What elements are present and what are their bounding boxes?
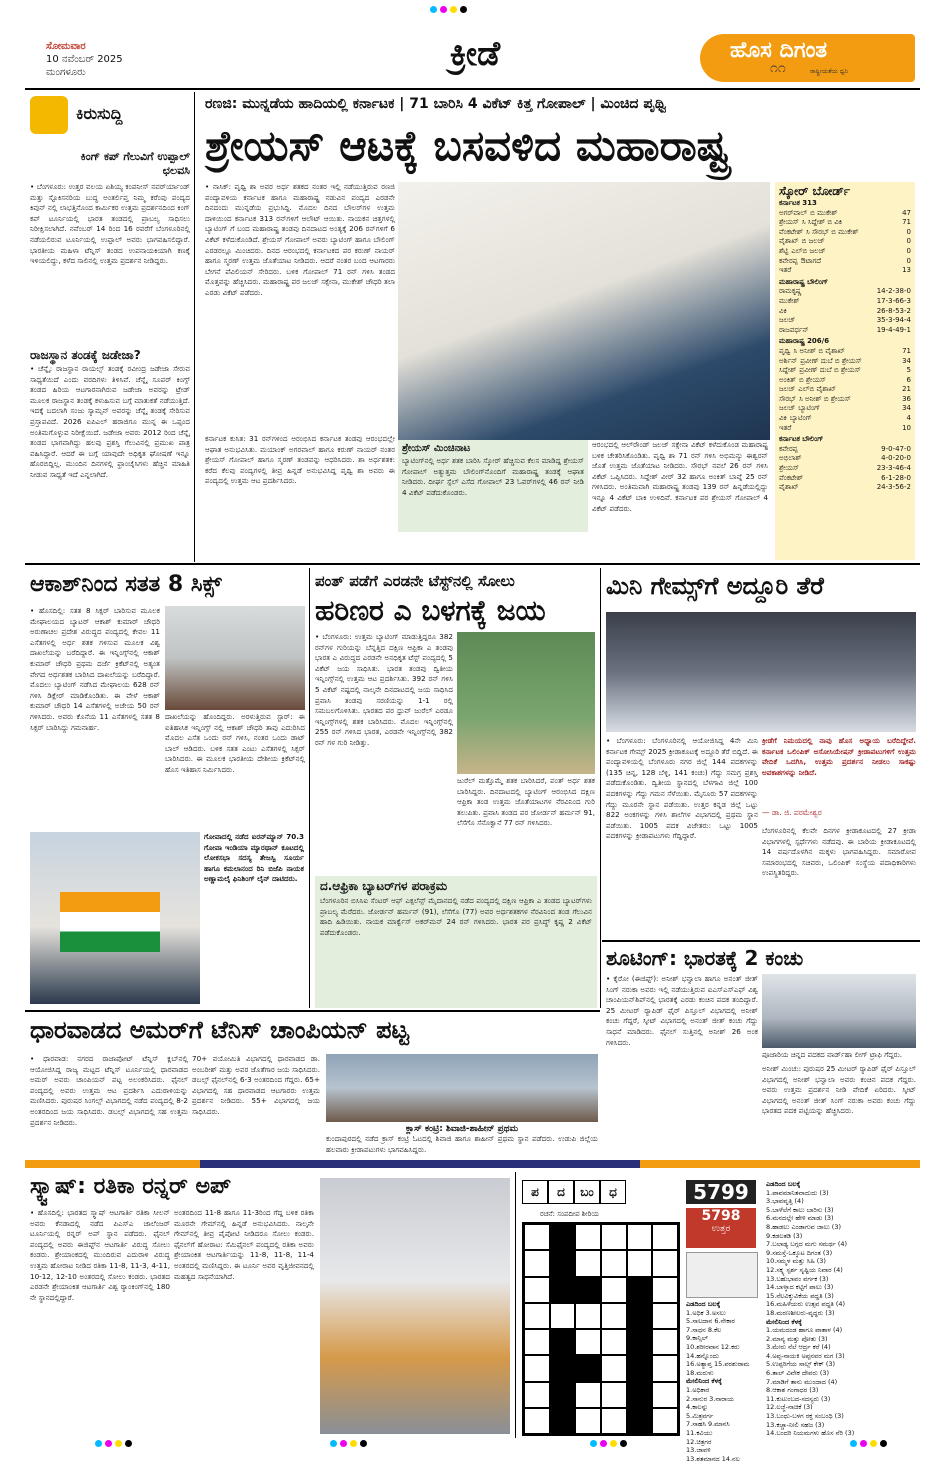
score-cell: ಸಿ ಸೌರಭ್ ಬಿ ಮುಕೇಶ್ [806, 227, 859, 236]
squash-headline: ಸ್ಕ್ವಾಷ್: ರತಿಕಾ ರನ್ನರ್ ಅಪ್ [30, 1174, 232, 1199]
squash-photo [320, 1178, 510, 1434]
score-cell: 5 [906, 366, 911, 375]
score-cell: 6 [906, 375, 911, 384]
score-row [779, 266, 911, 276]
logo-text: ಹೊಸ ದಿಗಂತ [730, 38, 828, 63]
clue-item: 1.ಅಧಿಕ 3.ಅಸಲು [686, 1308, 726, 1317]
score-cell: 23-3-46-4 [876, 464, 911, 473]
crossword-cell[interactable] [524, 1355, 550, 1381]
kirusuddi-title: ಕಿರುಸುದ್ದಿ [76, 104, 123, 123]
issue-info [46, 40, 123, 79]
kirusuddi-headline-1: ಕಿಂಗ್ ಕಪ್ ಗೆಲುವಿಗೆ ಉಪ್ಪಾಲ್ ಛಲವಸಿ [80, 150, 190, 177]
clue-item: 5.ಬಾಳೆಲೆಗೆ ಕಾಲು ಬಾರಿಸು (3) [766, 1205, 834, 1214]
score-cell: ಬಿ ಶ್ರೇಯಸ್ [798, 375, 826, 384]
crossword-cell[interactable] [550, 1303, 576, 1329]
clue-left-list [766, 1189, 920, 1318]
clue-item: 16.ಅತ್ಯಾಪ್ತ 15.ಪರಶುರಾಮ [686, 1360, 750, 1369]
answer-left-list [686, 1309, 762, 1378]
issue-date: 10 ನವೆಂಬರ್ 2025 [46, 54, 123, 65]
score-cell: ಶ್ರೇಯಸ್ [779, 464, 799, 473]
crossword-cell[interactable] [652, 1250, 678, 1276]
score-cell: ಜಲಜ್ [779, 316, 796, 325]
lead-body-2: ಕರ್ನಾಟಕ ಕುಸಿತ: 31 ರನ್‌ಗಳಿಂದ ಆರಂಭಿಸಿದ ಕರ್ನಾಟಕ ತಂಡವು ಆರಂಭದಲ್ಲೇ ಆಘಾತ ಅನುಭವಿಸಿತು. ಮಯಾಂಕ್ ಅಗರವಾಲ್ ಹಾಗೂ ಕರುಣ್ ನಾಯರ್ ನಂತರ ಶ್ರೇಯಸ್ ಗೋಪಾಲ್ ಹಾಗೂ ಸ್ಮರಣ್ ತಂಡವನ್ನು ಆಧರಿಸಿದರು. ಶಾ ಅರ್ಧಶತಕ: ಕರೆದ ಕೆಲವು ಪಂದ್ಯಗಳಲ್ಲಿ ತೀವ್ರ ಹಿನ್ನಡೆ ಅನುಭವಿಸಿದ್ದ ಪೃಥ್ವಿ ಶಾ ಅವರು ಈ ಪಂದ್ಯದಲ್ಲಿ ಉತ್ತಮ ಆಟ ಪ್ರದರ್ಶಿಸಿದರು. [205, 434, 395, 486]
crossword-cell[interactable] [550, 1224, 576, 1250]
crossword-cell[interactable] [550, 1355, 576, 1381]
clue-item: 12.ಚಿತ್ರಗರ [686, 1437, 712, 1446]
score-cell: 71 [902, 218, 911, 227]
crossword-cell[interactable] [601, 1303, 627, 1329]
lead-body-1: • ನಾಸಿಕ್: ಪೃಥ್ವಿ ಶಾ ಅವರ ಅರ್ಧ ಶತಕದ ನಂತರ ಇಲ್ಲಿ ನಡೆಯುತ್ತಿರುವ ರಣಜಿ ಪಂದ್ಯಾವಳಿಯ ಕರ್ನಾಟಕ ಹಾಗೂ ಮಹಾರಾಷ್ಟ್ರ ನಡುವಿನ ಪಂದ್ಯದ ಎರಡನೇ ದಿನದಂದು ಮುನ್ನಡೆಯ ಪ್ರಭುಸಿದ್ದಿ. ಮೊದಲ ದಿನದ ಬೌಲರ್‌ಗಳ ಉತ್ತಮ ದಾಳಿಯಿಂದ ಕರ್ನಾಟಕ 313 ರನ್‌ಗಳಿಗೆ ಆಲೌಟ್ ಆಯಿತು. ನಾಯಕನ ಚಿತ್ತಗಳಲ್ಲಿ ಬ್ಯಾಟಿಂಗ್ ಗೆ ಬಂದ ಮಹಾರಾಷ್ಟ್ರ ತಂಡವು ದಿನದಾಟದ ಅಂತ್ಯಕ್ಕೆ 206 ರನ್‌ಗಳಿಗೆ 6 ವಿಕೆಟ್ ಕಳೆದುಕೊಂಡಿದೆ. ಶ್ರೇಯಸ್ ಗೋಪಾಲ್ ಅವರು ಬ್ಯಾಟಿಂಗ್ ಹಾಗೂ ಬೌಲಿಂಗ್ ಎರಡರಲ್ಲೂ ಮಿಂಚಿದರು. ದಿನದ ಆರಂಭದಲ್ಲಿ ಕರ್ನಾಟಕದ ಪರ ಕರುಣ್ ನಾಯರ್ ಹಾಗೂ ಸ್ಮರಣ್ ಉತ್ತಮ ಜೊತೆಯಾಟ ನೀಡಿದರು. ಆದರೆ ನಂತರ ಬಂದ ಆಟಗಾರರು ಬೇಗನೆ ಪೆವಿಲಿಯನ್ ಸೇರಿದರು. ಬಳಿಕ ಗೋಪಾಲ್ 71 ರನ್ ಗಳಿಸಿ ತಂಡದ ಮೊತ್ತವನ್ನು ಹೆಚ್ಚಿಸಿದರು. ಮಹಾರಾಷ್ಟ್ರ ಪರ ಜಲಜ್ ಸಕ್ಸೇನಾ, ಮುಕೇಶ್ ಚೌಧರಿ ತಲಾ ಎರಡು ವಿಕೆಟ್ ಪಡೆದರು. [205, 182, 395, 297]
crossword-cell[interactable] [652, 1329, 678, 1355]
clue-item: 8.ಆಕಾಶ ಗಂಗಾಧರ (3) [766, 1386, 819, 1395]
score-row [779, 424, 911, 434]
score-cell: 4-0-20-0 [881, 454, 911, 463]
clue-item: 13.ಜಾವಳಿ [686, 1446, 711, 1455]
crossword-cell[interactable] [524, 1329, 550, 1355]
clue-item: 2.ಮಾನ್ಯ ಮತ್ತು ಪೋತು (3) [766, 1334, 828, 1343]
score-cell: ಪೃಥ್ವಿ [779, 346, 791, 355]
clue-item: 9.ಕಾನ್ಸಿಲ್ [686, 1334, 708, 1343]
answer-left-title: ಎಡದಿಂದ ಬಲಕ್ಕೆ [686, 1300, 721, 1308]
clue-item: 5.ಮಿತ್ರವರ್ಗ [686, 1411, 714, 1420]
crossword-cell[interactable] [601, 1277, 627, 1303]
crossword-cell[interactable] [524, 1224, 550, 1250]
score-row [779, 414, 911, 424]
score-cell: ವೆಂಕಟೇಶ್ [779, 227, 804, 236]
clue-item: 11.ಕುಟುಂಬದ-ಸದಸ್ಯರು (3) [766, 1394, 831, 1403]
score-cell: 17-3-66-3 [876, 296, 911, 305]
pant-body: • ಬೆಂಗಳೂರು: ಉತ್ತಮ ಬ್ಯಾಟಿಂಗ್ ಮಾಡುತ್ತಿದ್ದರೂ 382 ರನ್‌ಗಳ ಗುರಿಯನ್ನು ಬೆನ್ನತ್ತಿದ ದಕ್ಷಿಣ ಆಫ್ರಿಕಾ ಎ ತಂಡವು ಭಾರತ ಎ ವಿರುದ್ಧದ ಎರಡನೇ ಅನಧಿಕೃತ ಟೆಸ್ಟ್ ಪಂದ್ಯದಲ್ಲಿ 5 ವಿಕೆಟ್ ಜಯ ಸಾಧಿಸಿತು. ಭಾರತ ತಂಡವು ದ್ವಿತೀಯ ಇನ್ನಿಂಗ್ಸ್‌ನಲ್ಲಿ ಉತ್ತಮ ಆಟ ಪ್ರದರ್ಶಿಸಿತು. 392 ರನ್ ಗಳಿಸಿ 5 ವಿಕೆಟ್ ನಷ್ಟದಲ್ಲಿ ನಾಲ್ಕನೇ ದಿನದಾಟದಲ್ಲಿ ಜಯ ಸಾಧಿಸಿದ ಪ್ರವಾಸಿ ತಂಡವು ಸರಣಿಯನ್ನು 1-1 ರಲ್ಲಿ ಸಮಬಲಗೊಳಿಸಿತು. ಭಾರತದ ಪರ ಧ್ರುವ್ ಜುರೆಲ್ ಎರಡೂ ಇನ್ನಿಂಗ್ಸ್‌ಗಳಲ್ಲಿ ಶತಕ ಬಾರಿಸಿದರು. ಮೊದಲ ಇನ್ನಿಂಗ್ಸ್‌ನಲ್ಲಿ 255 ರನ್ ಗಳಿಸಿದ ಭಾರತ, ಎರಡನೇ ಇನ್ನಿಂಗ್ಸ್‌ನಲ್ಲಿ 382 ರನ್ ಗಳ ಗುರಿ ನೀಡಿತ್ತು. [315, 632, 453, 747]
karnataka-total: ಕರ್ನಾಟಕ 313 [779, 199, 817, 207]
crossword-cell[interactable] [627, 1277, 653, 1303]
registration-dots-top [430, 6, 467, 13]
score-cell: 4 [906, 414, 911, 423]
maharashtra-batting-rows [779, 347, 911, 433]
score-cell: 21 [902, 385, 911, 394]
crossword-cell[interactable] [575, 1355, 601, 1381]
clue-list [766, 1180, 920, 1438]
score-cell: 36 [902, 394, 911, 403]
score-row [779, 366, 911, 376]
cw-letter-4: ಧ [600, 1180, 626, 1204]
crossword-grid[interactable] [522, 1222, 680, 1436]
clue-item: 14.ಬಂದರಿ ನಿಯಮಗಳು ಹೊಸ ನೆರಿ (3) [766, 1429, 855, 1438]
score-cell: ರಾಮಕೃಷ್ಣ [779, 287, 802, 296]
score-cell: ಇತರೆ [779, 266, 792, 275]
shooting-body: • ಕೈರೋ (ಈಜಿಪ್ಟ್): ಅನೀಶ್ ಭನ್ವಾಲಾ ಹಾಗೂ ಅನಂತ್ ಜೀತ್ ಸಿಂಗ್ ನರುಕಾ ಅವರು ಇಲ್ಲಿ ನಡೆಯುತ್ತಿರುವ ಐಎಸ್‌ಎಸ್‌ಎಫ್ ವಿಶ್ವ ಚಾಂಪಿಯನ್‌ಶಿಪ್‌ನಲ್ಲಿ ಭಾರತಕ್ಕೆ ಎರಡು ಕಂಚಿನ ಪದಕ ತಂದಿದ್ದಾರೆ. 25 ಮೀಟರ್ ರ‍್ಯಾಪಿಡ್ ಫೈರ್ ಪಿಸ್ತೂಲ್ ವಿಭಾಗದಲ್ಲಿ ಅನೀಶ್ ಕಂಚು ಗೆದ್ದರೆ, ಸ್ಕೀಟ್ ವಿಭಾಗದಲ್ಲಿ ಅನಂತ್ ಜೀತ್ ಕಂಚು ಗೆದ್ದು ಸಾಧನೆ ಮಾಡಿದರು. ಫೈನಲ್ ಸುತ್ತಿನಲ್ಲಿ ಅನೀಶ್ 26 ಅಂಕ ಗಳಿಸಿದರು. [606, 974, 758, 1047]
clue-item: 16.ಮಹಿಳೆಯರು ಉತ್ಸವ ಪದ್ಧತಿ (4) [766, 1300, 846, 1309]
score-cell: 9-0-47-0 [881, 444, 911, 453]
score-row [779, 395, 911, 405]
clue-item: 9.ಕಡಲತಡಿ (3) [766, 1231, 803, 1240]
cross-country-title: ಕ್ಲಾಸ್ ಕಂಟ್ರಿ: ಶಿವಾಜಿ-ಶಾಹೀನ್ ಪ್ರಥಮ [405, 1124, 519, 1134]
score-cell: 34 [902, 356, 911, 365]
mini-games-quote-box [762, 736, 916, 822]
score-cell: 34 [902, 404, 911, 413]
clue-item: 9.ಸಮಸ್ತೆ-ಒಕ್ಕೂಟ ದಿಗಂತ (3) [766, 1248, 833, 1257]
masthead-logo [700, 34, 915, 82]
score-cell: ಪ್ರವೀಣ್ ದುಬೆ ಬಿ ಶ್ರೇಯಸ್ [800, 356, 862, 365]
score-cell: ಸಿದ್ದೇಶ್ [779, 366, 797, 375]
issue-day: ಸೋಮವಾರ [46, 41, 86, 52]
dharwad-body: • ಧಾರವಾಡ: ನಗರದ ರಾಜಾಪೋಟ್ ಟೆನ್ನಿಸ್ ಕ್ಲಬ್‌ನಲ್ಲಿ ಆಯೋಜಿಸಿದ್ದ ರಾಜ್ಯ ಮಟ್ಟದ ಟೆನ್ನಿಸ್ ಟೂರ್ನಿಯಲ್ಲಿ ಧಾರವಾಡದ ಅಮರ್ ಅವರು ಚಾಂಪಿಯನ್ ಪಟ್ಟ ಅಲಂಕರಿಸಿದರು. ಫೈನಲ್ ಪಂದ್ಯದಲ್ಲಿ ಅವರು ಉತ್ತಮ ಆಟ ಪ್ರದರ್ಶಿಸಿ ಎದುರಾಳಿಯನ್ನು ಮಣಿಸಿದರು. ಪುರುಷರ ಸಿಂಗಲ್ಸ್ ವಿಭಾಗದಲ್ಲಿ ನಡೆದ ಪಂದ್ಯದಲ್ಲಿ 8-2 ಅಂತರದಿಂದ ಜಯ ಸಾಧಿಸಿದರು. ಡಬಲ್ಸ್ ವಿಭಾಗದಲ್ಲಿ ಸಹ ಉತ್ತಮ ಪ್ರದರ್ಶನ ನೀಡಿದರು. [30, 1054, 188, 1127]
score-row [779, 445, 911, 455]
issue-city: ಮಂಗಳೂರು [46, 67, 86, 78]
row-rule-2 [25, 1010, 600, 1012]
score-cell: ಶೆಟ್ಟಿ [779, 246, 789, 255]
crossword-cell[interactable] [524, 1250, 550, 1276]
cricket-match-photo [457, 632, 595, 774]
score-cell: 0 [906, 227, 911, 236]
scoreboard-title: ಸ್ಕೋರ್ ಬೋರ್ಡ್ [779, 184, 851, 198]
clue-item: 14.ಬಾಳ್ಕಾದ ಕಟ್ಟಿಗೆ ಪಾಲು (3) [766, 1283, 834, 1292]
score-row [779, 257, 911, 267]
score-row [779, 237, 911, 247]
score-row [779, 297, 911, 307]
clue-item: 6.ಮನದಲ್ಲೇ ಹೇಳಿ ಮಾಡು (3) [766, 1214, 834, 1223]
crossword-cell[interactable] [652, 1355, 678, 1381]
ironman-photo [30, 832, 200, 1004]
score-cell: 26-8-53-2 [876, 306, 911, 315]
clue-item: 7.ಸಾಧನ 8.ಕೆಲ [686, 1325, 722, 1334]
score-cell: 35-3-94-4 [876, 316, 911, 325]
score-cell: ಸಿ ಅನೀಶ್ ಬಿ ಶ್ರೇಯಸ್ [799, 394, 851, 403]
clue-item: 15.ನೆಲವಿಕ್ಕುವಿಕೆಯ ಪದ್ಧತಿ (3) [766, 1291, 834, 1300]
crossword-cell[interactable] [601, 1355, 627, 1381]
crossword-cell[interactable] [550, 1277, 576, 1303]
row-rule-shooting [602, 940, 920, 942]
clue-item: 13.ಶತಮಾನದ 14.ನಲ [686, 1454, 740, 1463]
score-cell [791, 424, 902, 434]
akash-body-2: ದಾಖಲೆಯನ್ನು ಹೊಂದಿದ್ದರು. ಅರಳುತ್ತಿರುವ ಸ್ಟಾರ್: ಈ ಐತಿಹಾಸಿಕ ಇನ್ನಿಂಗ್ಸ್ ನಲ್ಲಿ ಆಕಾಶ್ ಚೌಧರಿ ತಾವು ಎದುರಿಸಿದ ಮೊದಲ ಎಸೆತ ಒಂದು ರನ್ ಗಳಿಸಿ, ನಂತರ ಒಂದು ಡಾಟ್ ಬಾಲ್ ಆಡಿದರು. ಬಳಿಕ ಸತತ ಎಂಟು ಎಸೆತಗಳಲ್ಲಿ ಸಿಕ್ಸರ್ ಬಾರಿಸಿದರು. ಈ ಮೂಲಕ ಭಾರತೀಯ ದೇಶೀಯ ಕ್ರಿಕೆಟ್‌ನಲ್ಲಿ ಹೊಸ ಇತಿಹಾಸ ನಿರ್ಮಿಸಿದರು. [165, 712, 305, 774]
registration-dots-bottom-2 [330, 1440, 367, 1447]
score-cell: 6-1-28-0 [881, 473, 911, 482]
shooter-caption: ಪೂಜಾರಿಯ ಚಿನ್ನದ ಪದಕದ ವಾರ್ಡ್‌ಹಾ ಲೀಗ್ ಟ್ರಾಫಿ ಗೆದ್ದರು. [762, 1050, 903, 1059]
crossword-cell[interactable] [652, 1303, 678, 1329]
clue-item: 1.ಪಾವಮಾನಿತವಾದುದು (3) [766, 1188, 829, 1197]
scoreboard [775, 182, 915, 560]
score-row [779, 307, 911, 317]
score-cell: ವಿಕಿ [779, 306, 787, 315]
crossword-cell[interactable] [550, 1250, 576, 1276]
mini-games-headline: ಮಿನಿ ಗೇಮ್ಸ್‌ಗೆ ಅದ್ದೂರಿ ತೆರೆ [606, 572, 824, 600]
score-row [779, 464, 911, 474]
score-cell: 47 [902, 208, 911, 217]
registration-dots-bottom-4 [850, 1440, 887, 1447]
score-cell: ಸಿ ಸಿದ್ದೇಶ್ ಬಿ ವಿಕಿ [801, 218, 843, 227]
crossword-cell[interactable] [575, 1329, 601, 1355]
clue-item: 14.ಹನ್ನೊಂದು [686, 1351, 719, 1360]
score-row [779, 218, 911, 228]
shreyas-caption-box [398, 440, 588, 532]
crossword-title [522, 1180, 626, 1204]
crossword-cell[interactable] [575, 1303, 601, 1329]
answer-grid [686, 1252, 758, 1298]
kirusuddi-headline-2: ರಾಜಸ್ಥಾನ ತಂಡಕ್ಕೆ ಜಡೇಜಾ? [30, 348, 141, 362]
score-row [779, 228, 911, 238]
crossword-cell[interactable] [627, 1382, 653, 1408]
clue-item: 8.ಹಾಡಲು ಎಂಡಾಗುವ ಜಾಲು (3) [766, 1222, 842, 1231]
score-cell: 0 [906, 256, 911, 265]
crossword-cell[interactable] [575, 1277, 601, 1303]
clue-left-title: ಎಡದಿಂದ ಬಲಕ್ಕೆ [766, 1180, 801, 1188]
score-cell: ವಿಕಿ [779, 414, 787, 423]
crossword-cell[interactable] [627, 1355, 653, 1381]
score-cell: ವೈಶಾಖ್ [779, 237, 799, 246]
crossword-cell[interactable] [652, 1277, 678, 1303]
clue-item: 10.ಶರೀರವಾನ 12.ಕರು [686, 1342, 740, 1351]
maharashtra-total: ಮಹಾರಾಷ್ಟ್ರ 206/6 [779, 337, 830, 346]
score-cell: ಜಲಜ್ [779, 385, 796, 394]
score-row [779, 376, 911, 386]
score-cell: 24-3-56-2 [876, 483, 911, 492]
crossword-cell[interactable] [524, 1277, 550, 1303]
score-row [779, 316, 911, 326]
cw-letter-2: ದ [548, 1180, 574, 1204]
squash-body-2: ಅಂತರದಿಂದ 11-8 ಹಾಗೂ 11-3ರಿಂದ ಗೆದ್ದ ಬಳಿಕ ರತಿಕಾ ಮೂರನೇ ಗೇಮ್‌ನಲ್ಲಿ ಹಿನ್ನಡೆ ಅನುಭವಿಸಿದರು. ನಾಲ್ಕನೇ ಗೇಮ್‌ನಲ್ಲಿ ತೀವ್ರ ಪೈಪೋಟಿ ನೀಡಿದರೂ ಸೋಲು ಕಂಡರು. ಫೈನಲ್‌ಗೆ ಹೋರಾಟ: ಸೆಮಿಫೈನಲ್ ಪಂದ್ಯದಲ್ಲಿ ರತಿಕಾ ಅವರು ಶ್ರೇಯಾಂಕಿತ ಆಟಗಾರ್ತಿಯನ್ನು 11-8, 11-8, 11-4 ಅಂತರದಲ್ಲಿ ಮಣಿಸಿದ್ದರು. ಈ ಟೂರ್ನಿ ಅವರ ವೃತ್ತಿಜೀವನದಲ್ಲಿ ಮಹತ್ವದ ಸಾಧನೆಯಾಗಿದೆ. [174, 1208, 314, 1281]
clue-item: 7.ಸಾಹಸಿ 9.ಮಾನಸಿ [686, 1420, 730, 1429]
crossword-cell[interactable] [550, 1408, 576, 1434]
shreyas-photo [398, 182, 770, 440]
crossword-cell[interactable] [652, 1382, 678, 1408]
clue-down-title: ಮೇಲಿನಿಂದ ಕೆಳಕ್ಕೆ [766, 1317, 802, 1326]
karnataka-bowling-rows [779, 445, 911, 493]
score-cell: 0 [906, 246, 911, 255]
score-row [779, 404, 911, 414]
score-row [779, 247, 911, 257]
score-cell: ಇತರೆ [779, 423, 792, 432]
clue-item: 12.ಸಕ್ಕ್ಯ ಸ್ಪರ್ಶ ಸೃಷ್ಟಿಯ ನಿವಾರ (4) [766, 1265, 843, 1274]
score-row [779, 483, 911, 493]
karnataka-bowling-title: ಕರ್ನಾಟಕ ಬೌಲಿಂಗ್ [779, 435, 824, 444]
lead-kicker: ರಣಜಿ: ಮುನ್ನಡೆಯ ಹಾದಿಯಲ್ಲಿ ಕರ್ನಾಟಕ | 71 ಬಾರಿಸಿ 4 ವಿಕೆಟ್ ಕಿತ್ತ ಗೋಪಾಲ್ | ಮಿಂಚಿದ ಪೃಥ್ವಿ [205, 96, 667, 112]
dharwad-headline: ಧಾರವಾಡದ ಅಮರ್‌ಗೆ ಟೆನಿಸ್ ಚಾಂಪಿಯನ್ ಪಟ್ಟ [30, 1016, 409, 1044]
sa-batters-box [315, 876, 597, 1008]
clue-item: 13.ಬಂಧು-ಬಳಗ ರಕ್ತ ಸಂಬಂಧಿ (3) [766, 1412, 844, 1421]
shooting-body-2: ಅನೀಶ್ ಮಿಂಚು: ಪುರುಷರ 25 ಮೀಟರ್ ರ‍್ಯಾಪಿಡ್ ಫೈರ್ ಪಿಸ್ತೂಲ್ ವಿಭಾಗದಲ್ಲಿ ಅನೀಶ್ ಭನ್ವಾಲಾ ಅವರು ಕಂಚಿನ ಪದಕ ಗೆದ್ದರು. ಅವರು ಉತ್ತಮ ಪ್ರದರ್ಶನ ನೀಡಿ ವೇದಿಕೆ ಏರಿದರು. ಸ್ಕೀಟ್ ವಿಭಾಗದಲ್ಲಿ ಅನಂತ್ ಜೀತ್ ಸಿಂಗ್ ನರುಕಾ ಅವರು ಕಂಚು ಗೆದ್ದು ಭಾರತದ ಪದಕ ಪಟ್ಟಿಯನ್ನು ಹೆಚ್ಚಿಸಿದರು. [762, 1064, 916, 1116]
crossword-credit: ರಚನೆ: ಸಂಪದೀಪ ಶೀರಿಯ [540, 1210, 599, 1218]
clue-item: 12.ಲಜ್ಜೆ-ನಾಚಿಕೆ (3) [766, 1403, 813, 1412]
divider-bar-dark [200, 1160, 640, 1168]
crossword-cell[interactable] [627, 1303, 653, 1329]
row-rule-1 [25, 563, 920, 565]
score-row [779, 474, 911, 484]
score-cell: ಪ್ರವೀಣ್ ದುಬೆ ಬಿ ಶ್ರೇಯಸ್ [799, 366, 861, 375]
kirusuddi-text-2: • ಚೆನ್ನೈ: ರಾಜಸ್ಥಾನ ರಾಯಲ್ಸ್ ತಂಡಕ್ಕೆ ರವೀಂದ್ರ ಜಡೇಜಾ ಸೇರುವ ಸಾಧ್ಯತೆಯಿದೆ ಎಂದು ವರದಿಗಳು ತಿಳಿಸಿವೆ. ಚೆನ್ನೈ ಸೂಪರ್ ಕಿಂಗ್ಸ್ ತಂಡದ ಹಿರಿಯ ಆಟಗಾರನಾಗಿರುವ ಜಡೇಜಾ ಅವರನ್ನು ಟ್ರೇಡ್ ಮೂಲಕ ರಾಜಸ್ಥಾನ ತಂಡಕ್ಕೆ ಕಳುಹಿಸುವ ಬಗ್ಗೆ ಮಾತುಕತೆ ನಡೆಯುತ್ತಿದೆ. ಇದಕ್ಕೆ ಬದಲಾಗಿ ಸಂಜು ಸ್ಯಾಮ್ಸನ್ ಅವರನ್ನು ಚೆನ್ನೈ ತಂಡಕ್ಕೆ ಸೇರಿಸುವ ಪ್ರಸ್ತಾಪವಿದೆ. 2026 ಐಪಿಎಲ್ ಹರಾಜಿಗೂ ಮುನ್ನ ಈ ಒಪ್ಪಂದ ಅಂತಿಮಗೊಳ್ಳುವ ನಿರೀಕ್ಷೆಯಿದೆ. ಜಡೇಜಾ ಅವರು 2012 ರಿಂದ ಚೆನ್ನೈ ತಂಡದ ಭಾಗವಾಗಿದ್ದು ಹಲವು ಪ್ರಶಸ್ತಿ ಗೆಲುವಿನಲ್ಲಿ ಪ್ರಮುಖ ಪಾತ್ರ ವಹಿಸಿದ್ದಾರೆ. ಆದರೆ ಈ ಬಗ್ಗೆ ಯಾವುದೇ ಅಧಿಕೃತ ಘೋಷಣೆ ಇನ್ನೂ ಹೊರಬಿದ್ದಿಲ್ಲ. ಮುಂದಿನ ದಿನಗಳಲ್ಲಿ ಫ್ರಾಂಚೈಸಿಗಳು ಹೆಚ್ಚಿನ ಮಾಹಿತಿ ನೀಡುವ ಸಾಧ್ಯತೆ ಇದೆ ಎನ್ನಲಾಗಿದೆ. [30, 364, 190, 479]
score-cell: 14-2-38-0 [876, 287, 911, 296]
score-cell: ಮುಕೇಶ್ [779, 296, 800, 305]
score-cell: ವೆಂಕಟೇಶ್ [779, 473, 804, 482]
page-number: ೧೧ [770, 60, 786, 76]
clue-item: 2.ಸಾನುರ 3.ನಾರಾಯ [686, 1394, 734, 1403]
quote-text: ಕ್ರೀಡೆಗೆ ನಿಮಯದಲ್ಲಿ ನಾವು ಹೊಸ ಅಧ್ಯಾಯ ಬರೆದಿದ್ದೇವೆ. ಕರ್ನಾಟಕ ಒಲಿಂಪಿಕ್ ಅಸೋಸಿಯೇಷನ್ ಕ್ರೀಡಾಪಟುಗಳಿಗೆ ಉತ್ತಮ ವೇದಿಕೆ ಒದಗಿಸಿ, ಉತ್ತಮ ಪ್ರದರ್ಶನ ನೀಡಲು ಸಾಕಷ್ಟು ಅವಕಾಶಗಳನ್ನು ನೀಡಿದೆ. [762, 736, 916, 777]
squash-body: • ಹೊಸದಿಲ್ಲಿ: ಭಾರತದ ಸ್ಕ್ವಾಷ್ ಆಟಗಾರ್ತಿ ರತಿಕಾ ಸೀಲನ್ ಅವರು ಕೆನಡಾದಲ್ಲಿ ನಡೆದ ಪಿಎಸ್‌ಎ ಚಾಲೆಂಜರ್ ಟೂರ್ನಿಯಲ್ಲಿ ರನ್ನರ್ ಅಪ್ ಸ್ಥಾನ ಪಡೆದರು. ಫೈನಲ್ ಪಂದ್ಯದಲ್ಲಿ ಅವರು ಈಜಿಪ್ಟ್‌ನ ಆಟಗಾರ್ತಿ ವಿರುದ್ಧ ಸೋಲು ಕಂಡರು. ಶ್ರೇಯಾಂಕದಲ್ಲಿ ಮುಂದಿರುವ ಎದುರಾಳಿ ವಿರುದ್ಧ ಉತ್ತಮ ಹೋರಾಟ ನೀಡಿದ ರತಿಕಾ 11-8, 11-3, 4-11, 10-12, 12-10 ಅಂತರದಲ್ಲಿ ಸೋಲು ಕಂಡರು. ಭಾರತದ ಎರಡನೇ ಶ್ರೇಯಾಂಕಿತ ಆಟಗಾರ್ತಿ ವಿಶ್ವ ರ‍್ಯಾಂಕಿಂಗ್‌ನಲ್ಲಿ 180 ನೇ ಸ್ಥಾನದಲ್ಲಿದ್ದಾರೆ. [30, 1208, 170, 1302]
cw-letter-1: ಪ [522, 1180, 548, 1204]
ironman-caption: ಗೋವಾದಲ್ಲಿ ನಡೆದ ಐರನ್‌ಮ್ಯಾನ್ 70.3 ಗೋವಾ ಇಂಡಿಯಾ ಮ್ಯಾರಥಾನ್ ಕೂಟದಲ್ಲಿ ಲೋಕಸಭಾ ಸದಸ್ಯ ತೇಜಸ್ವಿ ಸೂರ್ಯ ಹಾಗೂ ಕಮಲಾನಂದ ರಿನಿ ಬಿಜೆಪಿ ನಾಯಕ ಅಣ್ಣಾಮಲೈ ಫಿನಿಶಿಂಗ್ ಲೈನ್ ದಾಟಿದರು. [204, 832, 304, 884]
score-cell: ಶ್ರೇಯಸ್ [779, 218, 799, 227]
akash-body: • ಹೊಸದಿಲ್ಲಿ: ಸತತ 8 ಸಿಕ್ಸರ್ ಬಾರಿಸುವ ಮೂಲಕ ಮೇಘಾಲಯದ ಬ್ಯಾಟರ್ ಆಕಾಶ್ ಕುಮಾರ್ ಚೌಧರಿ ಅರುಣಾಚಲ ಪ್ರದೇಶ ವಿರುದ್ಧದ ಪಂದ್ಯದಲ್ಲಿ ಕೇವಲ 11 ಎಸೆತಗಳಲ್ಲಿ ಅರ್ಧ ಶತಕ ಗಳಿಸುವ ಮೂಲಕ ವಿಶ್ವ ದಾಖಲೆಯನ್ನು ಬರೆದಿದ್ದಾರೆ. ಈ ಇನ್ನಿಂಗ್ಸ್‌ನಲ್ಲಿ ಆಕಾಶ್ ಕುಮಾರ್ ಚೌಧರಿ ಪ್ರಥಮ ದರ್ಜೆ ಕ್ರಿಕೆಟ್‌ನಲ್ಲಿ ಅತ್ಯಂತ ವೇಗದ ಅರ್ಧಶತಕ ಬಾರಿಸಿದ ದಾಖಲೆಯನ್ನು ಬರೆದಿದ್ದಾರೆ. ಮೊದಲು ಬ್ಯಾಟಿಂಗ್ ನಡೆಸಿದ ಮೇಘಾಲಯ 628 ರನ್ ಗಳಿಸಿ ಡಿಕ್ಲೇರ್ ಮಾಡಿಕೊಂಡಿತು. ಈ ವೇಳೆ ಆಕಾಶ್ ಕುಮಾರ್ ಚೌಧರಿ 14 ಎಸೆತಗಳಲ್ಲಿ ಅಜೇಯ 50 ರನ್ ಗಳಿಸಿದರು. ಅವರು ಕೊನೆಯ 11 ಎಸೆತಗಳಲ್ಲಿ ಸತತ 8 ಸಿಕ್ಸರ್ ಬಾರಿಸಿದ್ದು ಗಮನಾರ್ಹ. [30, 606, 160, 732]
score-cell [791, 266, 902, 276]
answer-box [686, 1208, 756, 1248]
crossword-cell[interactable] [652, 1408, 678, 1434]
score-cell: 0 [906, 237, 911, 246]
score-cell: ಅರ್ಶಿನ್ [779, 356, 798, 365]
clue-item: 3.ಮೇರು ನೆಲೆ ಆರ್ದ್ರ ಕರೆ (4) [766, 1343, 831, 1352]
column-rule [194, 92, 195, 562]
score-cell: ಕವೇರಪ್ಪ [779, 444, 798, 453]
crossword-cell[interactable] [601, 1382, 627, 1408]
crossword-cell[interactable] [575, 1382, 601, 1408]
answer-label: ಉತ್ತರ [711, 1224, 731, 1234]
score-cell: ಎಲ್‌ಬಿ ಜಲಜ್ [791, 246, 826, 255]
pant-kicker: ಪಂತ್ ಪಡೆಗೆ ಎರಡನೇ ಟೆಸ್ಟ್‌ನಲ್ಲಿ ಸೋಲು [315, 572, 515, 590]
answer-down-title: ಮೇಲಿನಿಂದ ಕೆಳಕ್ಕೆ [686, 1377, 722, 1386]
answer-clues [686, 1300, 762, 1463]
crossword-cell[interactable] [601, 1329, 627, 1355]
score-row [779, 454, 911, 464]
score-cell: ಅಂಕಿತ್ [779, 375, 796, 384]
logo-tagline: ರಾಷ್ಟ್ರೀಯತೆಯ ಧ್ವನಿ [810, 68, 848, 75]
score-cell: 19-4-49-1 [876, 325, 911, 334]
score-cell: ಬ್ಯಾಟಿಂಗ್ [798, 404, 821, 413]
clue-item: 4.ಕಾಲನ್ನು [686, 1403, 709, 1412]
score-cell: ವೈಶಾಖ್ [779, 483, 799, 492]
section-title: ಕ್ರೀಡೆ [449, 34, 501, 74]
registration-dots-bottom-1 [95, 1440, 132, 1447]
clue-item: 7.ಬಲಾಢ್ಯ ಬಗ್ಗದ ಮಗು ಸಮರ್ಥ (4) [766, 1240, 848, 1249]
crossword-cell[interactable] [601, 1224, 627, 1250]
score-cell: ಬ್ಯಾಟಿಂಗ್ [789, 414, 812, 423]
registration-dots-bottom-3 [590, 1440, 627, 1447]
crossword-cell[interactable] [575, 1408, 601, 1434]
score-cell: ಕವೇರಪ್ಪ [779, 256, 798, 265]
score-cell: ಅಭಿಲಾಶ್ [779, 454, 802, 463]
akash-headline: ಆಕಾಶ್‌ನಿಂದ ಸತತ 8 ಸಿಕ್ಸ್ [30, 572, 222, 597]
pant-body-2: ಜುರೆಲ್ ಮತ್ತೊಮ್ಮೆ ಶತಕ ಬಾರಿಸಿದರೆ, ಪಂತ್ ಅರ್ಧ ಶತಕ ಬಾರಿಸಿದ್ದರು. ದಿನದಾಟದಲ್ಲಿ ಬ್ಯಾಟಿಂಗ್ ಆರಂಭಿಸಿದ ದಕ್ಷಿಣ ಆಫ್ರಿಕಾ ತಂಡ ಉತ್ತಮ ಜೊತೆಯಾಟಗಳ ನೆರವಿನಿಂದ ಗುರಿ ತಲುಪಿತು. ಪ್ರವಾಸಿ ತಂಡದ ಪರ ಜೋರ್ಡನ್ ಹರ್ಮನ್ 91, ಲೆಸೆಗೊ ಸೆನೊಕ್ವಾನೆ 77 ರನ್ ಗಳಿಸಿದರು. [457, 776, 595, 828]
header-rule [25, 88, 920, 90]
mini-games-body: • ಬೆಂಗಳೂರು: ಬೆಂಗಳೂರಿನಲ್ಲಿ ಆಯೋಜಿಸಿದ್ದ 4ನೇ ಮಿನಿ ಕರ್ನಾಟಕ ಗೇಮ್ಸ್ 2025 ಕ್ರೀಡಾಕೂಟಕ್ಕೆ ಅದ್ದೂರಿ ತೆರೆ ಬಿದ್ದಿದೆ. ಈ ಪಂದ್ಯಾವಳಿಯಲ್ಲಿ ಬೆಂಗಳೂರು ನಗರ ಜಿಲ್ಲೆ 144 ಪದಕಗಳನ್ನು (135 ಚಿನ್ನ, 128 ಬೆಳ್ಳಿ, 141 ಕಂಚು) ಗೆದ್ದು ಸಮಗ್ರ ಪ್ರಶಸ್ತಿ ಪಡೆದುಕೊಂಡಿತು. ದ್ವಿತೀಯ ಸ್ಥಾನದಲ್ಲಿ ಬೆಳಗಾವಿ ಜಿಲ್ಲೆ 100 ಪದಕಗಳನ್ನು ಗೆದ್ದು ಗಮನ ಸೆಳೆಯಿತು. ಮೈಸೂರು 57 ಪದಕಗಳನ್ನು ಗೆದ್ದು ಮೂರನೇ ಸ್ಥಾನ ಪಡೆಯಿತು. ಉತ್ತರ ಕನ್ನಡ ಜಿಲ್ಲೆ ಒಟ್ಟು 822 ಅಂಕಗಳನ್ನು ಗಳಿಸಿ ಶಾಲೆಗಳ ವಿಭಾಗದಲ್ಲಿ ಪ್ರಥಮ ಸ್ಥಾನ ಪಡೆಯಿತು. 1005 ಪದಕ ವಿಜೇತರು: ಒಟ್ಟು 1005 ಪದಕಗಳನ್ನು ಕ್ರೀಡಾಪಟುಗಳು ಗೆದ್ದಿದ್ದಾರೆ. [606, 736, 758, 841]
score-cell: ಸಿ ಅನೀಶ್ ಬಿ ವೈಶಾಖ್ [793, 346, 845, 355]
crossword-cell[interactable] [601, 1250, 627, 1276]
score-cell: ಅಗರ್‌ವಾಲ್ [779, 208, 808, 217]
clue-item: 4.ಅಪ್ಪ-ನಾಯಕಿ ಅಪ್ಪನವರ ಮಗ (3) [766, 1351, 845, 1360]
score-cell: 13 [902, 266, 911, 275]
score-cell: ಎಲ್‌ಬಿ ವೈಶಾಖ್ [798, 385, 837, 394]
score-row [779, 326, 911, 336]
crossword-cell[interactable] [601, 1408, 627, 1434]
crossword-cell[interactable] [627, 1408, 653, 1434]
caption-text: ಬ್ಯಾಟಿಂಗ್‌ನಲ್ಲಿ ಅರ್ಧ ಶತಕ ಬಾರಿಸಿ ಸ್ಕೋರ್ ಹೆಚ್ಚಿಸುವ ಕೆಲಸ ಮಾಡಿದ್ದ ಶ್ರೇಯಸ್ ಗೋಪಾಲ್ ಅತ್ಯುತ್ತಮ ಬೌಲಿಂಗ್‌ನೊಂದಿಗೆ ಮಹಾರಾಷ್ಟ್ರ ತಂಡಕ್ಕೆ ಆಘಾತ ನೀಡಿದರು. ದೀರ್ಘ ಸ್ಪೆಲ್ ಎಸೆದ ಗೋಪಾಲ್ 23 ಓವರ್‌ಗಳಲ್ಲಿ 46 ರನ್ ನೀಡಿ 4 ವಿಕೆಟ್ ಪಡೆದುಕೊಂಡರು. [402, 456, 584, 497]
maharashtra-bowling-title: ಮಹಾರಾಷ್ಟ್ರ ಬೌಲಿಂಗ್ [779, 277, 829, 286]
score-cell: ಸೌರಭ್ [779, 394, 797, 403]
answer-down-list [686, 1386, 762, 1463]
crossword-cell[interactable] [627, 1250, 653, 1276]
crossword-cell[interactable] [524, 1303, 550, 1329]
karnataka-batting-rows [779, 209, 911, 276]
score-cell: 10 [902, 423, 911, 432]
kirusuddi-text-1: • ಬೆಂಗಳೂರು: ಉತ್ತರ ವಲಯ ಏಶಿಯ್ಯ ಕಂಪನೀಸ್ ನವರ್‌ರ್ಯಾಂಡ್ ಮತ್ತು ಸ್ಟೊಕಿಸನರಿಯ ಬುದ್ಧ ಅಂತರ್ಲಿಪ್ತ ನಿಮ್ಮ ಕರೆಂಪು ಪಂದ್ಯದ ಕಿವುನ್ ನಲ್ಲಿ ಲಾಭತ್ತಿನೊಂದ ಕಾರ್ಮಿಕರ ಉತ್ತಮ ಪ್ರದರ್ಶನದಿಂದ ಕಿಂಗ್ ಕಪ್ ಟೂರ್ನಿಯಲ್ಲಿ ಭಾರತ ತಂಡದಲ್ಲಿ ಪ್ರಾಬಲ್ಯ ಸಾಧಿಸಲು ನಿರೀಕ್ಷಿಸಲಾಗಿದೆ. ನವೆಂಬರ್ 14 ರಿಂದ 16 ರವರೆಗೆ ಬೆಂಗಳೂರಿನಲ್ಲಿ ನಡೆಯಲಿರುವ ಟೂರ್ನಿಯಲ್ಲಿ ಉಪ್ಪಾಲ್ ಅವರು ಭಾಗವಹಿಸಲಿದ್ದಾರೆ. ಭಾರತೀಯ ಮಹಿಳಾ ಟೆನ್ನಿಸ್ ತಂಡದ ಉಪನಾಯಕಿಯಾಗಿ ಕಣಕ್ಕೆ ಇಳಿಯಲಿದ್ದು, ಕಳೆದ ಸಾಲಿನಲ್ಲಿ ಉತ್ತಮ ಪ್ರದರ್ಶನ ನೀಡಿದ್ದರು. [30, 182, 190, 266]
clue-item: 13.ಬಹುಭಾವಂ ವರ್ಗಕ (3) [766, 1274, 829, 1283]
shooting-headline: ಶೂಟಿಂಗ್: ಭಾರತಕ್ಕೆ 2 ಕಂಚು [606, 946, 804, 970]
cw-letter-3: ಬಂ [574, 1180, 600, 1204]
clue-item: 5.ಸಾಲದಾನ 6.ನೇಕಾರ [686, 1317, 735, 1326]
crossword-cell[interactable] [550, 1382, 576, 1408]
crossword-cell[interactable] [524, 1408, 550, 1434]
crossword-cell[interactable] [550, 1329, 576, 1355]
column-rule [515, 1172, 516, 1438]
clue-item: 6.ತಾಲ್ ವಿವೇಕ ದೇವರು (3) [766, 1369, 830, 1378]
india-flag-icon [60, 892, 160, 952]
clue-item: 18.ಮರಣಶೀಲರು-ವೃದ್ಧರು (3) [766, 1308, 835, 1317]
score-cell: ಔಟಾಗದೆ [800, 256, 822, 265]
quote-author: — ಡಾ. ಜಿ. ಪರಮೇಶ್ವರ [762, 808, 822, 817]
hand-icon [30, 96, 68, 134]
score-cell: ಜಲಜ್ [779, 404, 796, 413]
score-cell: ಬಿ ಮುಕೇಶ್ [810, 208, 838, 217]
column-rule [600, 568, 601, 1008]
score-row [779, 347, 911, 357]
score-row [779, 209, 911, 219]
cross-country-text: ಕುಂದಾಪುರದಲ್ಲಿ ನಡೆದ ಕ್ರಾಸ್ ಕಂಟ್ರಿ ಓಟದಲ್ಲಿ ಶಿವಾಜಿ ಹಾಗೂ ಶಾಹೀನ್ ಪ್ರಥಮ ಸ್ಥಾನ ಪಡೆದರು. ಉಡುಪಿ ಜಿಲ್ಲೆಯ ಹಲವಾರು ಕ್ರೀಡಾಪಟುಗಳು ಭಾಗವಹಿಸಿದ್ದರು. [326, 1134, 598, 1154]
crossword-cell[interactable] [575, 1224, 601, 1250]
akash-photo [165, 606, 305, 710]
clue-item: 11.ಕವಿಯು [686, 1428, 713, 1437]
sa-box-text: ಬೆಂಗಳೂರಿನ ಬಿಸಿಸಿಐ ಸೆಂಟರ್ ಆಫ್ ಎಕ್ಸಲೆನ್ಸ್ ಮೈದಾನದಲ್ಲಿ ನಡೆದ ಪಂದ್ಯದಲ್ಲಿ ದಕ್ಷಿಣ ಆಫ್ರಿಕಾ ಎ ತಂಡದ ಬ್ಯಾಟರ್‌ಗಳು ಪ್ರಾಬಲ್ಯ ಮೆರೆದರು. ಜೋರ್ಡನ್ ಹರ್ಮನ್ (91), ಲೆಸೆಗೊ (77) ಅವರ ಅರ್ಧಶತಕಗಳ ನೆರವಿನಿಂದ ತಂಡ ಗೆಲುವಿನ ಹಾದಿ ಹಿಡಿಯಿತು. ನಾಯಕ ಮಾರ್ಕ್ವೆಸ್ ಅಕರ್‌ಮನ್ 24 ರನ್ ಗಳಿಸಿದರು. ಭಾರತ ಪರ ಪ್ರಸಿದ್ಧ್ ಕೃಷ್ಣ 2 ವಿಕೆಟ್ ಪಡೆದುಕೊಂಡರು. [320, 896, 592, 937]
crossword-cell[interactable] [627, 1224, 653, 1250]
column-rule [309, 568, 310, 1008]
clue-item: 18.ಮರುಳು [686, 1368, 714, 1377]
karnataka-innings [779, 199, 911, 493]
pant-headline: ಹರಿಣರ ಎ ಬಳಗಕ್ಕೆ ಜಯ [315, 594, 546, 627]
lead-body-3: ಆರಂಭದಲ್ಲಿ ಆಲ್‌ರೌಂಡ್ ಜಲಜ್ ಸಕ್ಸೇನಾ ವಿಕೆಟ್ ಕಳೆದುಕೊಂಡ ಮಹಾರಾಷ್ಟ್ರ ಬಳಿಕ ಚೇತರಿಸಿಕೊಂಡಿತು. ಪೃಥ್ವಿ ಶಾ 71 ರನ್ ಗಳಿಸಿ ಅಭಿಮನ್ಯು ಈಶ್ವರನ್ ಜೊತೆ ಉತ್ತಮ ಜೊತೆಯಾಟ ನೀಡಿದರು. ಸೌರಭ್ ನವಲೆ 26 ರನ್ ಗಳಿಸಿ ವಿಕೆಟ್ ಒಪ್ಪಿಸಿದರು. ಸಿದ್ದೇಶ್ ವೀರ್ 32 ಹಾಗೂ ಅಂಕಿತ್ ಬಾವ್ನೆ 25 ರನ್ ಗಳಿಸಿದರು. ಅಂತಿಮವಾಗಿ ಮಹಾರಾಷ್ಟ್ರ ತಂಡವು 139 ರನ್ ಹಿನ್ನಡೆಯಲ್ಲಿದ್ದು ಇನ್ನೂ 4 ವಿಕೆಟ್ ಬಾಕಿ ಉಳಿದಿವೆ. ಕರ್ನಾಟಕ ಪರ ಶ್ರೇಯಸ್ ಗೋಪಾಲ್ 4 ವಿಕೆಟ್ ಪಡೆದರು. [592, 440, 768, 513]
score-cell: 71 [902, 346, 911, 355]
crossword-number: 5799 [686, 1180, 756, 1204]
cross-country-caption [326, 1124, 598, 1154]
crossword-cell[interactable] [627, 1329, 653, 1355]
score-row [779, 385, 911, 395]
mini-games-photo [606, 612, 916, 732]
lead-body-3b [398, 536, 588, 558]
clue-item: 5.ಉಪ್ಪರಿಗೆಯ ಸಾಲ್ಸ್ ಕೇಕ್ (3) [766, 1360, 836, 1369]
sa-box-title: ದ.ಆಫ್ರಿಕಾ ಬ್ಯಾಟರ್‌ಗಳ ಪರಾಕ್ರಮ [320, 879, 448, 893]
mini-games-body-2: ಬೆಂಗಳೂರಿನಲ್ಲಿ ಕೆಲವೇ ದಿನಗಳ ಕ್ರೀಡಾಕೂಟದಲ್ಲಿ 27 ಕ್ರೀಡಾ ವಿಭಾಗಗಳಲ್ಲಿ ಸ್ಪರ್ಧೆಗಳು ನಡೆದವು. ಈ ಬಾರಿಯ ಕ್ರೀಡಾಕೂಟದಲ್ಲಿ 14 ವರ್ಷದೊಳಗಿನ ಮಕ್ಕಳು ಭಾಗವಹಿಸಿದ್ದರು. ಸಮಾರೋಪ ಸಮಾರಂಭದಲ್ಲಿ ಸಚಿವರು, ಒಲಿಂಪಿಕ್ ಸಂಸ್ಥೆಯ ಪದಾಧಿಕಾರಿಗಳು ಉಪಸ್ಥಿತರಿದ್ದರು. [762, 826, 916, 878]
score-cell: ಬಿ ಜಲಜ್ [801, 237, 825, 246]
clue-item: 3.ಭಾವವೃತ್ತಿ (4) [766, 1197, 804, 1206]
score-row [779, 357, 911, 367]
clue-item: 1.ಅಧಿಕಾರ [686, 1385, 710, 1394]
shooter-photo [762, 974, 916, 1048]
tennis-group-photo [326, 1054, 598, 1122]
clue-item: 1.ಯಮದಂಡ ಹಾಗೂ ಪಾತಾಳ (4) [766, 1326, 843, 1335]
crossword-cell[interactable] [652, 1224, 678, 1250]
maharashtra-bowling-rows [779, 287, 911, 335]
score-row [779, 287, 911, 297]
score-cell: ರಾಜವರ್ಧನ್ [779, 325, 809, 334]
kirusuddi-label [30, 96, 190, 134]
answer-number: 5798 [701, 1208, 741, 1224]
crossword-cell[interactable] [524, 1382, 550, 1408]
clue-item: 10.ಸಮ್ಮಳ ಮತ್ತು ಸಿಹಿ (3) [766, 1257, 826, 1266]
lead-headline: ಶ್ರೇಯಸ್ ಆಟಕ್ಕೆ ಬಸವಳಿದ ಮಹಾರಾಷ್ಟ್ರ [205, 121, 730, 170]
dharwad-body-2: 70+ ವಯೋಮಿತಿ ವಿಭಾಗದಲ್ಲಿ ಧಾರವಾಡದ ಡಾ. ಅಂಬರೀಶ್ ಮತ್ತು ಅವರ ಜೊತೆಗಾರ ಜಯ ಸಾಧಿಸಿದರು. ಡಬಲ್ಸ್ ಫೈನಲ್‌ನಲ್ಲಿ 6-3 ಅಂತರದಿಂದ ಗೆದ್ದರು. 65+ ವಿಭಾಗದಲ್ಲಿ ಸಹ ಧಾರವಾಡದ ಆಟಗಾರರು ಉತ್ತಮ ಪ್ರದರ್ಶನ ನೀಡಿದರು. 55+ ವಿಭಾಗದಲ್ಲಿ ಜಯ ಸಾಧಿಸಿದರು. [192, 1054, 320, 1116]
clue-item: 13.ಕಚ್ಚಾ-ನೀಲಿ ಸಹಜ (3) [766, 1420, 825, 1429]
clue-item: 7.ಮಾಡಿಗೆ ತಾನು ಮುಂದಾದ (4) [766, 1377, 838, 1386]
clue-down-list [766, 1326, 920, 1438]
caption-title: ಶ್ರೇಯಸ್ ಮಿಂಚಿನಾಟ [402, 443, 471, 454]
crossword-cell[interactable] [575, 1250, 601, 1276]
